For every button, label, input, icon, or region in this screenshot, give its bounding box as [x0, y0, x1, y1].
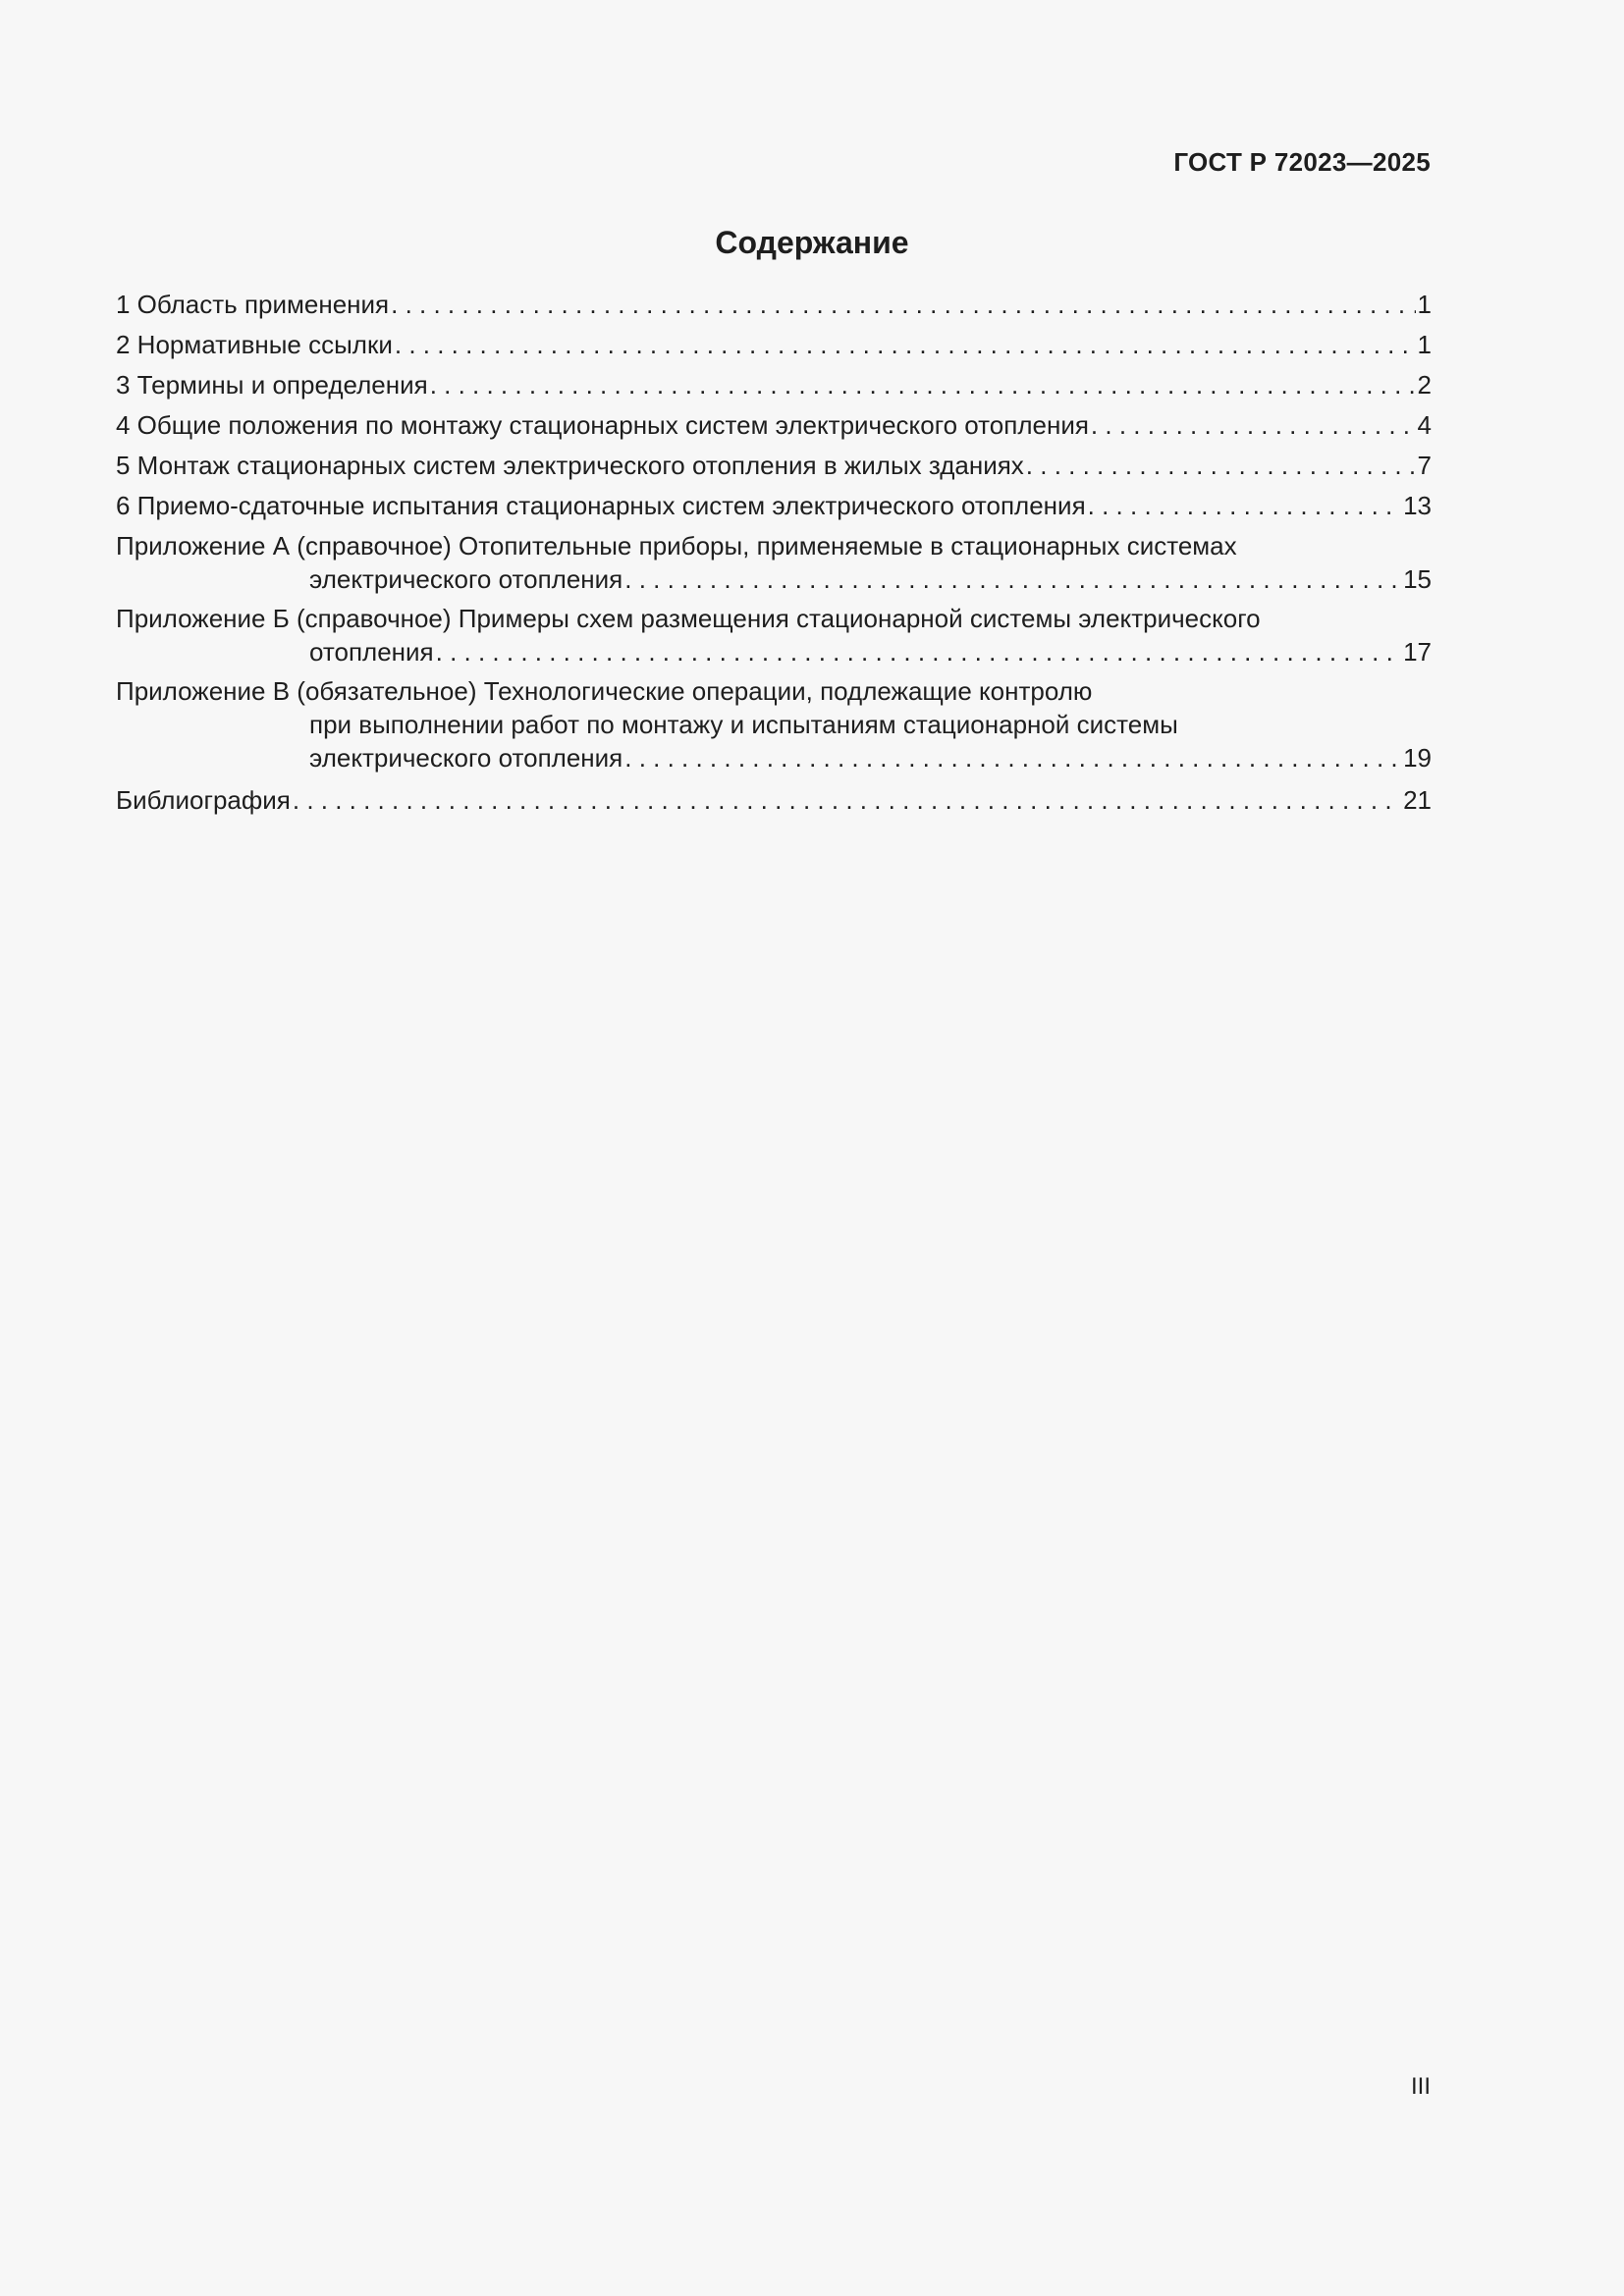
toc-appendix-continuation: при выполнении работ по монтажу и испытаниям стационарной системы — [309, 710, 1178, 739]
dot-leader — [391, 285, 1415, 325]
toc-appendix-entry[interactable] — [116, 602, 1432, 668]
toc-appendix-title: Приложение Б (справочное) Примеры схем размещения стационарной системы электрического — [116, 604, 1261, 633]
toc-appendix-text: электрического отопления — [309, 564, 623, 594]
toc-appendix-entry[interactable] — [116, 529, 1432, 596]
toc-appendix-title: Приложение А (справочное) Отопительные приборы, применяемые в стационарных системах — [116, 531, 1237, 561]
toc-appendix-title: Приложение В (обязательное) Технологические операции, подлежащие контролю — [116, 676, 1093, 706]
dot-leader — [1088, 486, 1401, 526]
toc-entry-text: 6 Приемо-сдаточные испытания стационарных систем электрического отопления — [116, 491, 1086, 520]
toc-appendix-last-line — [116, 562, 1432, 596]
dot-leader — [1026, 446, 1416, 486]
dot-leader — [436, 635, 1401, 668]
dot-leader — [430, 365, 1416, 405]
toc-appendix-entry[interactable] — [116, 674, 1432, 774]
toc-entry-text: 4 Общие положения по монтажу стационарных систем электрического отопления — [116, 410, 1089, 440]
toc-entry-page: 19 — [1403, 743, 1432, 773]
dot-leader — [293, 780, 1401, 821]
toc-entry[interactable] — [116, 446, 1432, 486]
toc-entry-page: 1 — [1417, 290, 1432, 319]
table-of-contents — [116, 285, 1432, 821]
toc-entry-page: 21 — [1403, 785, 1432, 815]
toc-entry-page: 13 — [1403, 491, 1432, 520]
toc-entry[interactable] — [116, 325, 1432, 365]
toc-entry-page: 17 — [1403, 637, 1432, 667]
dot-leader — [624, 562, 1401, 596]
toc-entry-text: Библиография — [116, 785, 291, 815]
toc-appendix-text: отопления — [309, 637, 434, 667]
toc-appendix-text: электрического отопления — [309, 743, 623, 773]
toc-appendix-last-line — [116, 741, 1432, 774]
toc-entry-text: 1 Область применения — [116, 290, 390, 319]
toc-entry-page: 7 — [1417, 451, 1432, 480]
dot-leader — [1091, 405, 1416, 446]
toc-entry[interactable] — [116, 486, 1432, 526]
toc-entry[interactable] — [116, 405, 1432, 446]
toc-appendix-last-line — [116, 635, 1432, 668]
toc-entry[interactable] — [116, 285, 1432, 325]
document-code: ГОСТ Р 72023—2025 — [1173, 147, 1431, 177]
toc-entry-text: 2 Нормативные ссылки — [116, 330, 393, 359]
toc-title: Содержание — [715, 225, 909, 260]
toc-entry[interactable] — [116, 365, 1432, 405]
toc-entry-text: 5 Монтаж стационарных систем электрического отопления в жилых зданиях — [116, 451, 1024, 480]
toc-entry-page: 4 — [1417, 410, 1432, 440]
toc-entry-page: 2 — [1417, 370, 1432, 400]
toc-bibliography-entry[interactable] — [116, 780, 1432, 821]
page-number: III — [1410, 2073, 1431, 2100]
toc-entry-text: 3 Термины и определения — [116, 370, 428, 400]
dot-leader — [395, 325, 1416, 365]
toc-entry-page: 1 — [1417, 330, 1432, 359]
toc-entry-page: 15 — [1403, 564, 1432, 594]
dot-leader — [624, 741, 1401, 774]
